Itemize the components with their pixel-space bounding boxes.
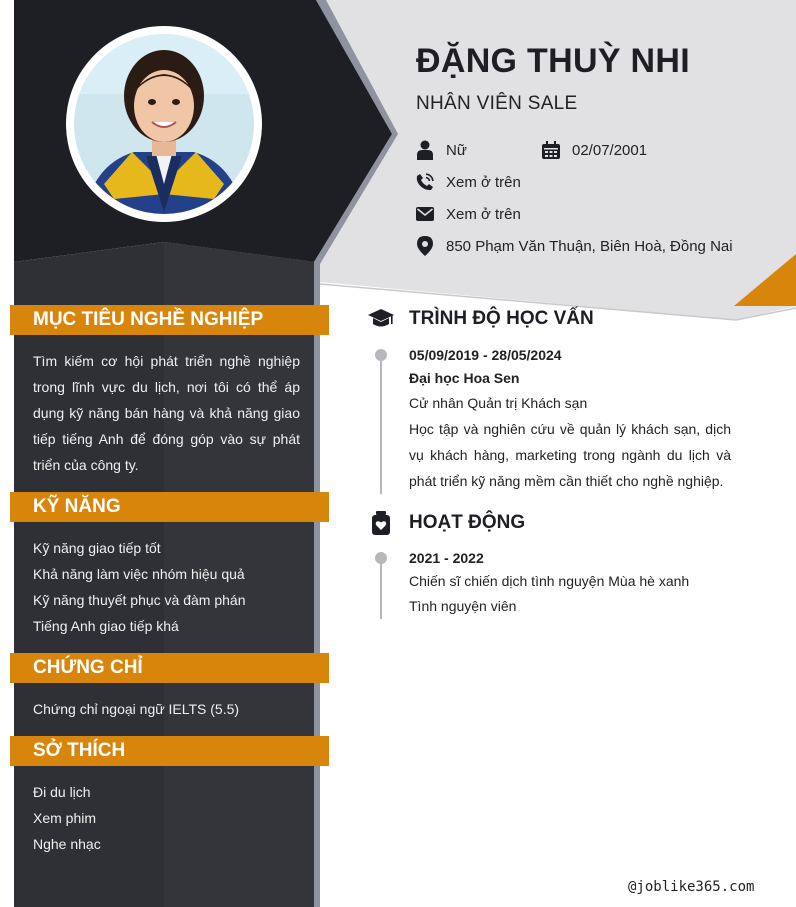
graduation-cap-icon: [368, 308, 394, 330]
avatar-photo: [74, 34, 254, 214]
candidate-name: ĐẶNG THUỲ NHI: [416, 42, 691, 80]
objective-heading: MỤC TIÊU NGHỀ NGHIỆP: [10, 305, 329, 335]
education-school: Đại học Hoa Sen: [409, 370, 520, 386]
objective-text: Tìm kiếm cơ hội phát triển nghề nghiệp trong lĩnh vực du lịch, nơi tôi có thể áp dụng kỹ năng bán hàng và khả năng giao tiếp tiếng Anh để đóng góp vào sự phát triển của công ty.: [33, 353, 300, 473]
address-value: 850 Phạm Văn Thuận, Biên Hoà, Đồng Nai: [446, 237, 733, 255]
certificates-heading: CHỨNG CHỈ: [10, 653, 329, 683]
education-timeline: [380, 356, 382, 494]
left-column-stripe: [314, 262, 320, 907]
list-item: Nghe nhạc: [33, 836, 101, 852]
activities-timeline-dot: [375, 552, 387, 564]
badge-heart-icon: [368, 511, 394, 535]
activities-role: Tình nguyện viên: [409, 598, 517, 614]
skills-list: [33, 535, 313, 639]
avatar: [66, 26, 262, 222]
info-phone: [416, 172, 521, 192]
education-description: Học tập và nghiên cứu về quản lý khách sạn, dịch vụ khách hàng, marketing trong ngành du lịch và phát triển kỹ năng mềm cần thiết cho nghề nghiệp.: [409, 421, 731, 489]
activities-timeline: [380, 559, 382, 619]
list-item: Đi du lịch: [33, 784, 91, 800]
education-timeline-dot: [375, 349, 387, 361]
education-period: 05/09/2019 - 28/05/2024: [409, 347, 562, 363]
gender-value: Nữ: [446, 141, 467, 159]
birthday-value: 02/07/2001: [572, 141, 648, 159]
list-item: Kỹ năng giao tiếp tốt: [33, 540, 161, 556]
education-heading: [368, 308, 594, 330]
list-item: Xem phim: [33, 810, 97, 826]
education-title: TRÌNH ĐỘ HỌC VẤN: [409, 308, 594, 329]
phone-icon: [416, 172, 434, 192]
info-gender: [416, 140, 467, 160]
hobbies-list: [33, 779, 313, 857]
activities-title: HOẠT ĐỘNG: [409, 512, 526, 533]
envelope-icon: [416, 204, 434, 224]
email-value: Xem ở trên: [446, 205, 521, 223]
education-degree: Cử nhân Quản trị Khách sạn: [409, 395, 588, 411]
list-item: Chứng chỉ ngoại ngữ IELTS (5.5): [33, 701, 240, 717]
person-icon: [416, 140, 434, 160]
activities-period: 2021 - 2022: [409, 550, 484, 566]
info-address: [416, 236, 733, 256]
footer-brand: @joblike365.com: [628, 879, 755, 895]
info-birthday: [542, 140, 647, 160]
list-item: Kỹ năng thuyết phục và đàm phán: [33, 592, 246, 608]
list-item: Tiếng Anh giao tiếp khá: [33, 618, 179, 634]
info-email: [416, 204, 521, 224]
location-pin-icon: [416, 236, 434, 256]
list-item: Khả năng làm việc nhóm hiệu quả: [33, 566, 245, 582]
job-title: NHÂN VIÊN SALE: [416, 93, 578, 114]
activities-heading: [368, 511, 525, 535]
calendar-icon: [542, 140, 560, 160]
certificates-list: [33, 696, 313, 722]
activities-name: Chiến sĩ chiến dịch tình nguyện Mùa hè xanh: [409, 573, 690, 589]
skills-heading: KỸ NĂNG: [10, 492, 329, 522]
phone-value: Xem ở trên: [446, 173, 521, 191]
hobbies-heading: SỞ THÍCH: [10, 736, 329, 766]
